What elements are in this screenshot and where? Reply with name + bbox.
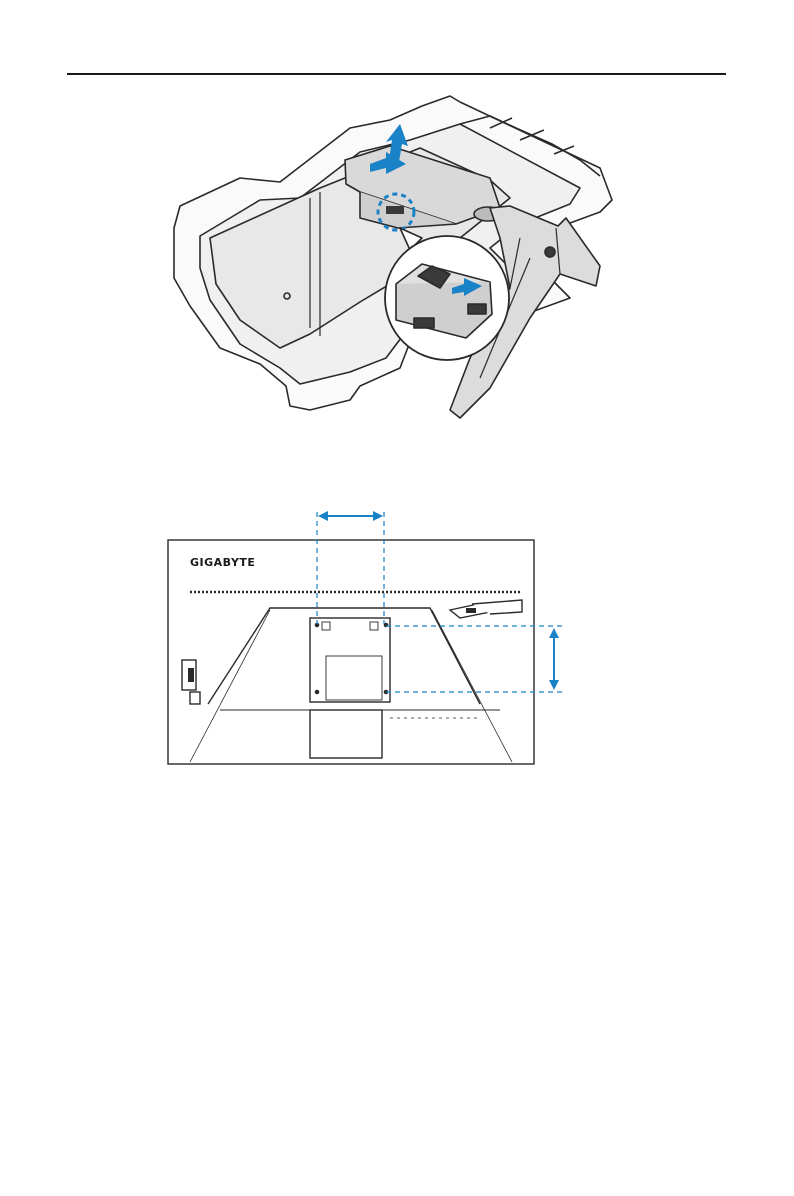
gigabyte-logo: GIGABYTE [190,556,256,569]
monitor-stand-removal-icon [160,88,640,428]
header-rule [67,73,726,75]
monitor-back-vesa-icon [160,500,580,770]
